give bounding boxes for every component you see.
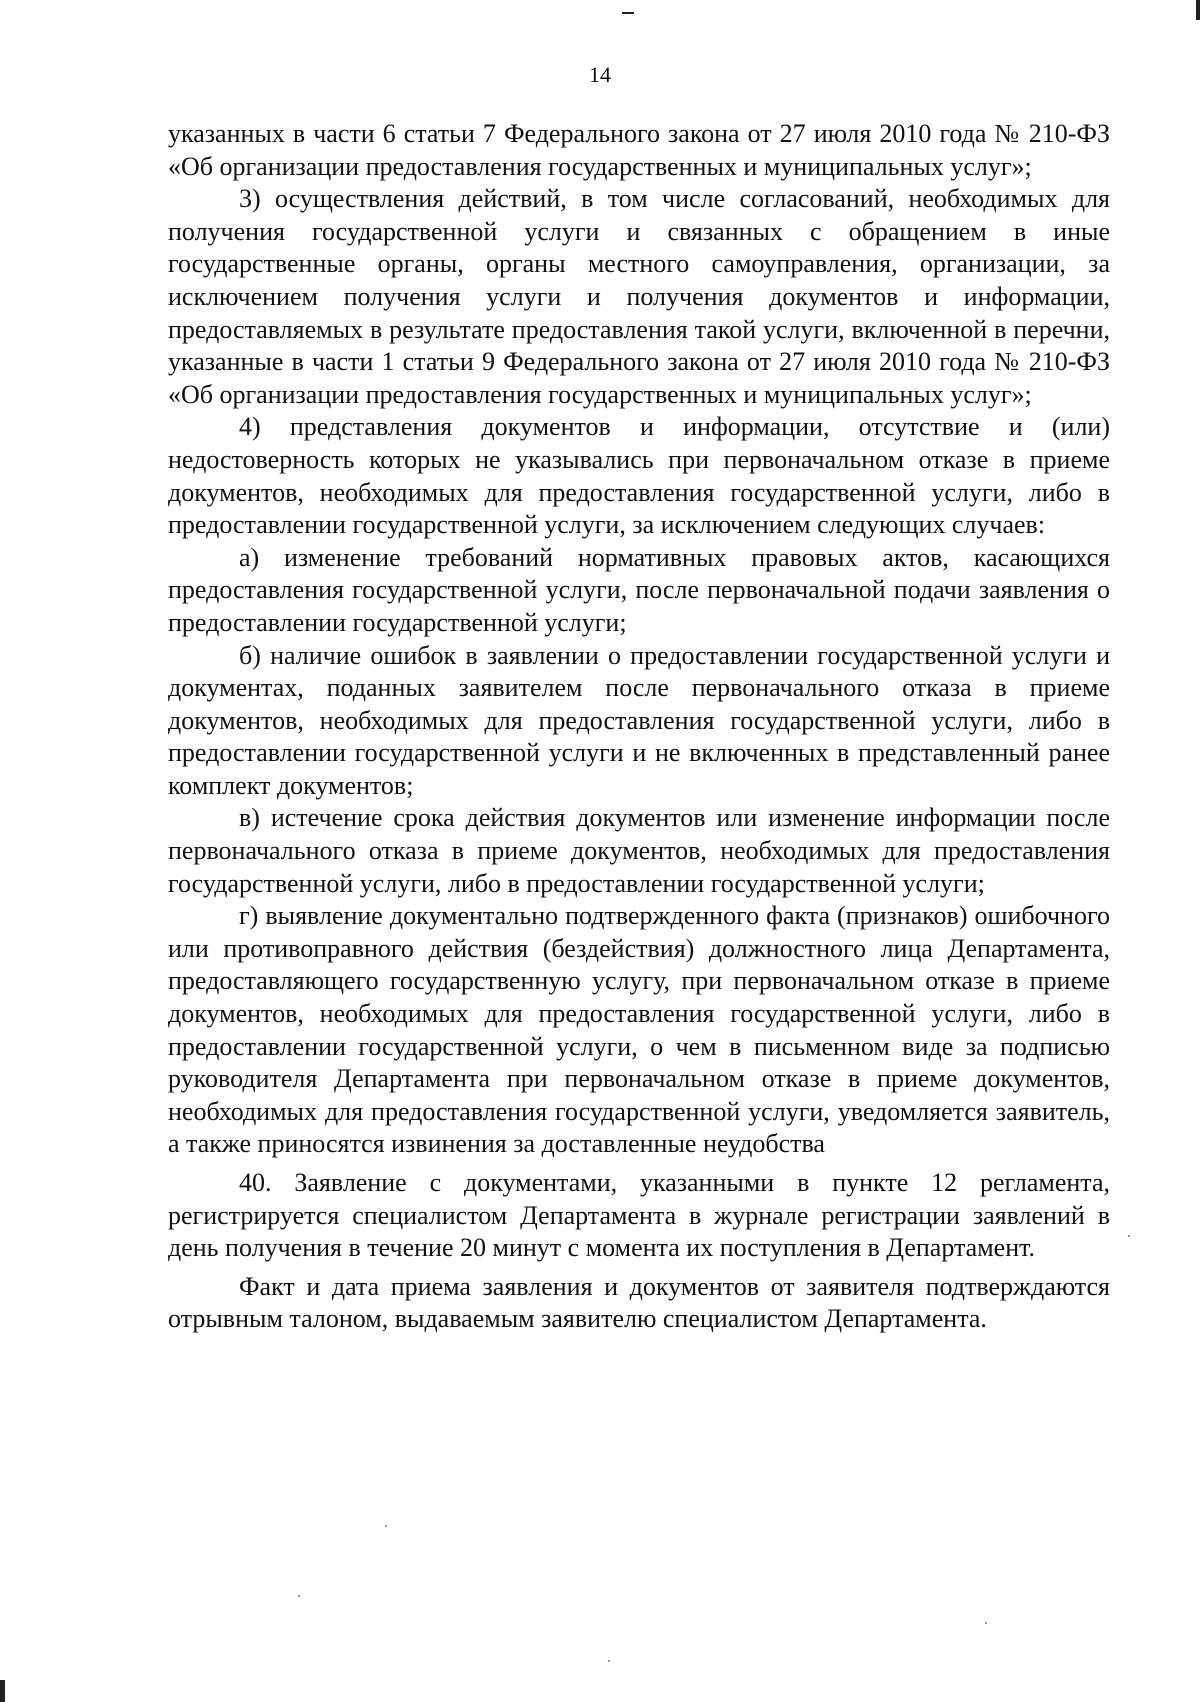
body-paragraph: г) выявление документально подтвержденного факта (признаков) ошибочного или противоправного действия (бездействия) должностного лица Департамента, предоставляющего государственную услугу, при первоначальном отказе в приеме документов, необходимых для предоставления государственной услуги, либо в предоставлении государственной услуги, о чем в письменном виде за подписью руководителя Департамента при первоначальном отказе в приеме документов, необходимых для предоставления государственной услуги, уведомляется заявитель, а также приносятся извинения за доставленные неудобства: [168, 901, 1110, 1159]
scan-speck: [385, 1525, 387, 1527]
scan-artifact-mark: [1196, 0, 1200, 20]
body-paragraph: указанных в части 6 статьи 7 Федерального закона от 27 июля 2010 года № 210-ФЗ «Об организации предоставления государственных и муниципальных услуг»;: [168, 119, 1110, 181]
body-paragraph: б) наличие ошибок в заявлении о предоставлении государственной услуги и документах, поданных заявителем после первоначального отказа в приеме документов, необходимых для предоставления государственной услуги, либо в предоставлении государственной услуги и не включенных в представленный ранее комплект документов;: [168, 640, 1110, 800]
body-paragraph: 4) представления документов и информации, отсутствие и (или) недостоверность которых не указывались при первоначальном отказе в приеме документов, необходимых для предоставления государственной услуги, либо в предоставлении государственной услуги, за исключением следующих случаев:: [168, 412, 1110, 540]
scan-artifact-mark: [0, 1680, 5, 1702]
document-body: [168, 118, 1110, 1336]
body-paragraph: 40. Заявление с документами, указанными в пункте 12 регламента, регистрируется специалистом Департамента в журнале регистрации заявлений в день получения в течение 20 минут с момента их поступления в Департамент.: [168, 1168, 1110, 1263]
scan-speck: [1128, 1235, 1130, 1237]
scan-speck: [298, 1595, 300, 1597]
body-paragraph: а) изменение требований нормативных правовых актов, касающихся предоставления государственной услуги, после первоначальной подачи заявления о предоставлении государственной услуги;: [168, 542, 1110, 637]
body-paragraph: Факт и дата приема заявления и документов от заявителя подтверждаются отрывным талоном, выдаваемым заявителю специалистом Департамента.: [168, 1271, 1110, 1334]
scan-artifact-mark: [622, 12, 634, 14]
body-paragraph: 3) осуществления действий, в том числе согласований, необходимых для получения государственной услуги и связанных с обращением в иные государственные органы, органы местного самоуправления, организации, за исключением получения услуги и получения документов и информации, предоставляемых в результате предоставления такой услуги, включенной в перечни, указанные в части 1 статьи 9 Федерального закона от 27 июля 2010 года № 210-ФЗ «Об организации предоставления государственных и муниципальных услуг»;: [168, 184, 1110, 409]
scan-speck: [608, 1660, 610, 1662]
body-paragraph: в) истечение срока действия документов или изменение информации после первоначального отказа в приеме документов, необходимых для предоставления государственной услуги, либо в предоставлении государственной услуги;: [168, 803, 1110, 898]
page-number: 14: [589, 62, 611, 87]
scan-speck: [985, 1622, 987, 1624]
